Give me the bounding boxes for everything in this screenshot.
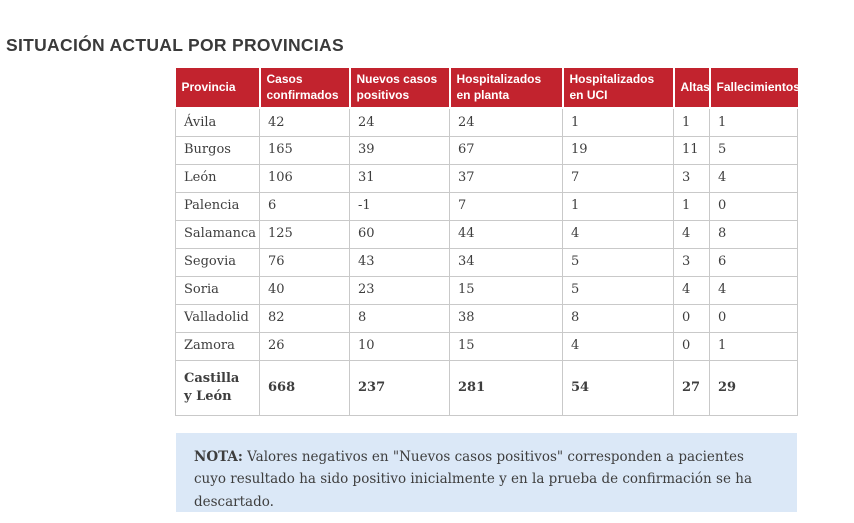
table-row [176, 332, 798, 360]
value-cell: 0 [674, 332, 710, 360]
total-value-cell: 29 [710, 360, 798, 415]
header-row [176, 68, 798, 108]
province-cell: Ávila [176, 108, 260, 136]
provinces-table [175, 68, 798, 416]
value-cell: 8 [563, 304, 674, 332]
value-cell: 106 [260, 164, 350, 192]
value-cell: 44 [450, 220, 563, 248]
value-cell: 3 [674, 248, 710, 276]
value-cell: 0 [710, 304, 798, 332]
value-cell: 1 [563, 108, 674, 136]
page-title: SITUACIÓN ACTUAL POR PROVINCIAS [6, 34, 344, 55]
value-cell: 43 [350, 248, 450, 276]
value-cell: 34 [450, 248, 563, 276]
value-cell: 8 [350, 304, 450, 332]
value-cell: 5 [710, 136, 798, 164]
value-cell: 125 [260, 220, 350, 248]
total-value-cell: 54 [563, 360, 674, 415]
value-cell: 31 [350, 164, 450, 192]
table-row [176, 108, 798, 136]
value-cell: 11 [674, 136, 710, 164]
value-cell: 76 [260, 248, 350, 276]
value-cell: 60 [350, 220, 450, 248]
province-cell: Segovia [176, 248, 260, 276]
province-cell: Valladolid [176, 304, 260, 332]
total-value-cell: 237 [350, 360, 450, 415]
value-cell: 4 [674, 276, 710, 304]
value-cell: 8 [710, 220, 798, 248]
value-cell: 7 [563, 164, 674, 192]
value-cell: 1 [674, 108, 710, 136]
province-cell: León [176, 164, 260, 192]
table-header [176, 68, 798, 108]
value-cell: 10 [350, 332, 450, 360]
total-value-cell: 27 [674, 360, 710, 415]
value-cell: 38 [450, 304, 563, 332]
value-cell: 4 [710, 164, 798, 192]
value-cell: 24 [450, 108, 563, 136]
value-cell: 4 [674, 220, 710, 248]
value-cell: 26 [260, 332, 350, 360]
value-cell: 4 [563, 220, 674, 248]
province-cell: Burgos [176, 136, 260, 164]
total-row [176, 360, 798, 415]
province-cell: Soria [176, 276, 260, 304]
column-header-hosp-planta: Hospitalizados en planta [450, 68, 563, 108]
value-cell: 6 [260, 192, 350, 220]
column-header-altas: Altas [674, 68, 710, 108]
value-cell: 5 [563, 276, 674, 304]
value-cell: 0 [710, 192, 798, 220]
column-header-provincia: Provincia [176, 68, 260, 108]
column-header-casos-confirmados: Casos confirmados [260, 68, 350, 108]
value-cell: 0 [674, 304, 710, 332]
value-cell: 24 [350, 108, 450, 136]
value-cell: 165 [260, 136, 350, 164]
column-header-hosp-uci: Hospitalizados en UCI [563, 68, 674, 108]
column-header-nuevos-casos: Nuevos casos positivos [350, 68, 450, 108]
table-row [176, 248, 798, 276]
value-cell: 15 [450, 332, 563, 360]
table-row [176, 192, 798, 220]
value-cell: 7 [450, 192, 563, 220]
note-label: NOTA: [194, 449, 243, 465]
value-cell: 5 [563, 248, 674, 276]
total-value-cell: 668 [260, 360, 350, 415]
province-cell: Palencia [176, 192, 260, 220]
value-cell: 4 [563, 332, 674, 360]
note-text: Valores negativos en "Nuevos casos positivos" corresponden a pacientes cuyo resultado ha sido positivo inicialmente y en la prueba de confirmación se ha descartado. [194, 449, 752, 510]
note-box [176, 433, 797, 512]
table-row [176, 276, 798, 304]
table-body [176, 108, 798, 415]
value-cell: 1 [710, 332, 798, 360]
value-cell: 19 [563, 136, 674, 164]
provinces-table-container [175, 68, 798, 416]
value-cell: 23 [350, 276, 450, 304]
value-cell: 39 [350, 136, 450, 164]
total-value-cell: 281 [450, 360, 563, 415]
province-cell: Salamanca [176, 220, 260, 248]
value-cell: 1 [563, 192, 674, 220]
value-cell: 15 [450, 276, 563, 304]
column-header-fallecimientos: Fallecimientos [710, 68, 798, 108]
table-row [176, 304, 798, 332]
table-row [176, 136, 798, 164]
total-region-cell: Castilla y León [176, 360, 260, 415]
value-cell: 3 [674, 164, 710, 192]
value-cell: 1 [674, 192, 710, 220]
value-cell: -1 [350, 192, 450, 220]
province-cell: Zamora [176, 332, 260, 360]
table-row [176, 164, 798, 192]
value-cell: 67 [450, 136, 563, 164]
value-cell: 42 [260, 108, 350, 136]
value-cell: 6 [710, 248, 798, 276]
value-cell: 40 [260, 276, 350, 304]
value-cell: 4 [710, 276, 798, 304]
table-row [176, 220, 798, 248]
value-cell: 37 [450, 164, 563, 192]
value-cell: 82 [260, 304, 350, 332]
value-cell: 1 [710, 108, 798, 136]
